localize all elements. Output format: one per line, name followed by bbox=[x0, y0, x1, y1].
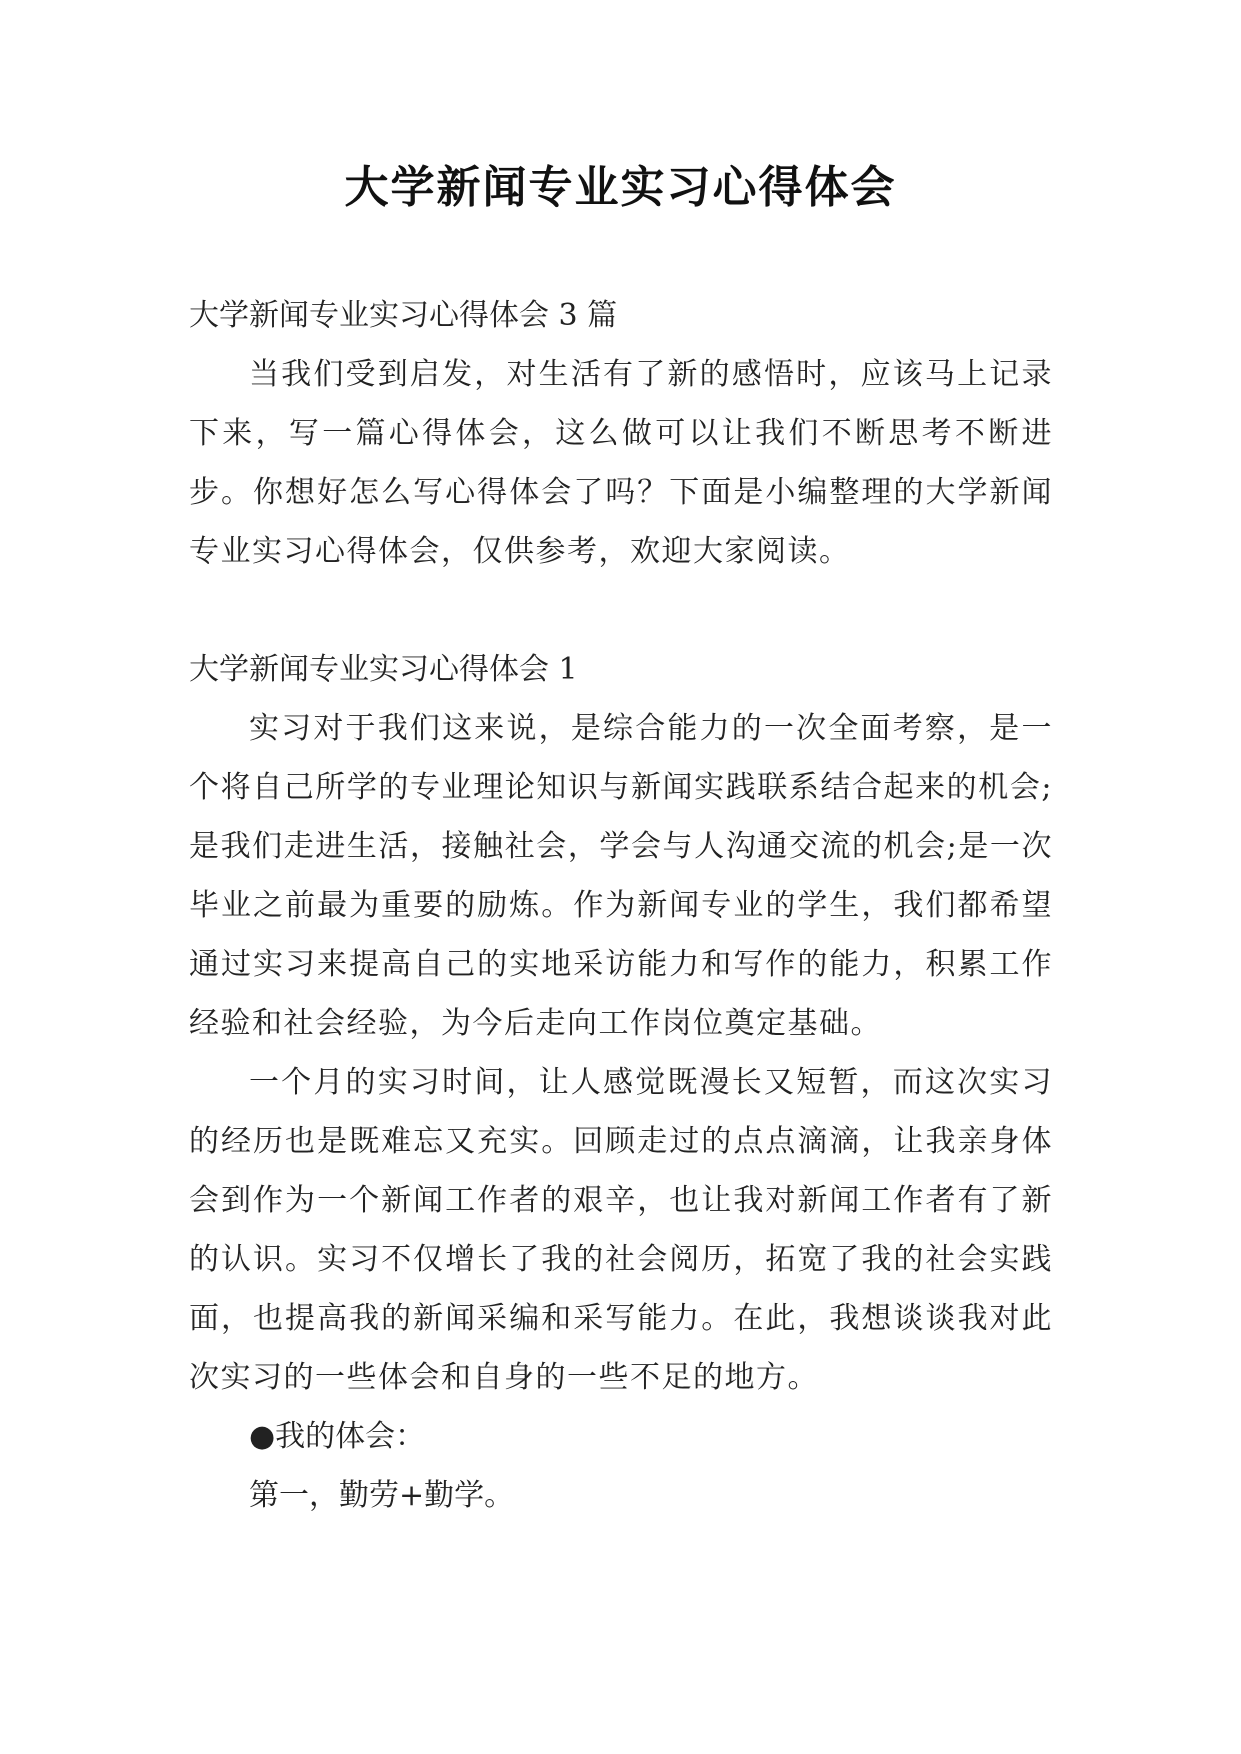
section1-paragraph-2: 一个月的实习时间，让人感觉既漫长又短暂，而这次实习的经历也是既难忘又充实。回顾走过的点点滴滴，让我亲身体会到作为一个新闻工作者的艰辛，也让我对新闻工作者有了新的认识。实习不仅增长了我的社会阅历，拓宽了我的社会实践面，也提高我的新闻采编和采写能力。在此，我想谈谈我对此次实习的一些体会和自身的一些不足的地方。 bbox=[189, 1065, 1053, 1395]
intro-heading: 大学新闻专业实习心得体会 3 篇 bbox=[189, 298, 618, 333]
document-title: 大学新闻专业实习心得体会 bbox=[344, 162, 897, 213]
point-one: 第一，勤劳+勤学。 bbox=[249, 1478, 515, 1513]
section1-heading: 大学新闻专业实习心得体会 1 bbox=[189, 652, 578, 687]
intro-paragraph: 当我们受到启发，对生活有了新的感悟时，应该马上记录下来，写一篇心得体会，这么做可以让我们不断思考不断进步。你想好怎么写心得体会了吗？下面是小编整理的大学新闻专业实习心得体会，仅供参考，欢迎大家阅读。 bbox=[189, 357, 1053, 569]
section-spacer bbox=[189, 581, 1053, 640]
bullet-heading: ●我的体会： bbox=[249, 1419, 426, 1454]
document-body bbox=[189, 286, 1053, 1525]
section1-paragraph-1: 实习对于我们这来说，是综合能力的一次全面考察，是一个将自己所学的专业理论知识与新闻实践联系结合起来的机会;是我们走进生活，接触社会，学会与人沟通交流的机会;是一次毕业之前最为重要的励炼。作为新闻专业的学生，我们都希望通过实习来提高自己的实地采访能力和写作的能力，积累工作经验和社会经验，为今后走向工作岗位奠定基础。 bbox=[189, 711, 1053, 1041]
